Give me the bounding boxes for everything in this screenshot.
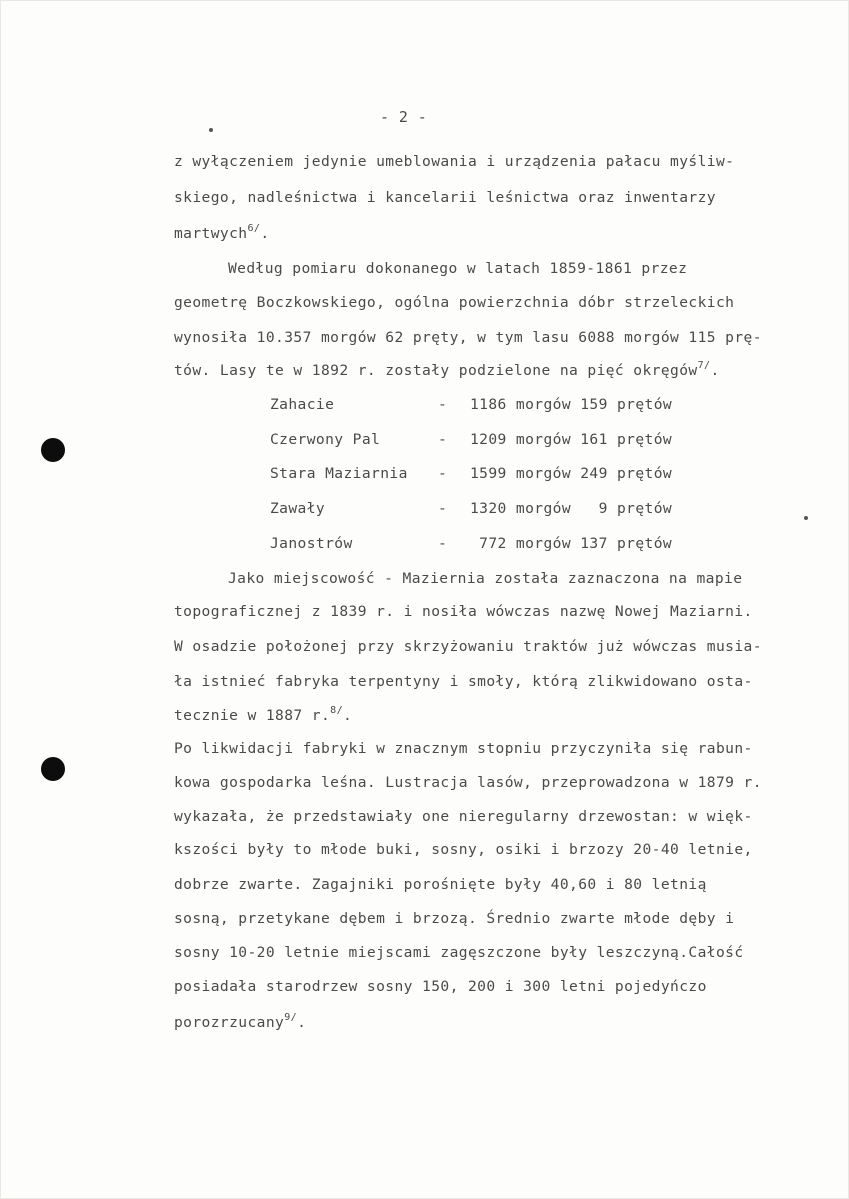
text-line: z wyłączeniem jedynie umeblowania i urządzenia pałacu myśliw-	[174, 153, 735, 170]
period: .	[343, 706, 353, 724]
text-line: topograficznej z 1839 r. i nosiła wówczas nazwę Nowej Maziarni.	[174, 603, 753, 620]
dash: -	[438, 396, 448, 413]
text-line: posiadała starodrzew sosny 150, 200 i 300 letni pojedyńczo	[174, 978, 707, 995]
text-line: Jako miejscowość - Maziernia została zaznaczona na mapie	[228, 570, 743, 587]
page-number: - 2 -	[380, 108, 428, 126]
district-area: 1599 morgów 249 prętów	[470, 465, 673, 482]
text-fragment: tów. Lasy te w 1892 r. zostały podzielone na pięć okręgów	[174, 361, 698, 379]
text-line: kszości były to młode buki, sosny, osiki i brzozy 20-40 letnie,	[174, 841, 753, 858]
dash: -	[438, 500, 448, 517]
text-line: wykazała, że przedstawiały one nieregularny drzewostan: w więk-	[174, 808, 753, 825]
text-line: sosną, przetykane dębem i brzozą. Średnio zwarte młode dęby i	[174, 910, 735, 927]
speck	[209, 128, 213, 132]
text-line: skiego, nadleśnictwa i kancelarii leśnictwa oraz inwentarzy	[174, 189, 716, 206]
text-fragment: porozrzucany	[174, 1013, 285, 1031]
text-line: kowa gospodarka leśna. Lustracja lasów, przeprowadzona w 1879 r.	[174, 774, 762, 791]
text-line: W osadzie położonej przy skrzyżowaniu traktów już wówczas musia-	[174, 638, 762, 655]
district-area: 772 morgów 137 prętów	[470, 535, 673, 552]
text-fragment: tecznie w 1887 r.	[174, 706, 331, 724]
district-area: 1186 morgów 159 prętów	[470, 396, 673, 413]
punch-hole-top	[41, 438, 65, 462]
text-line-with-footnote	[174, 224, 270, 242]
district-name: Czerwony Pal	[270, 431, 381, 448]
district-name: Zahacie	[270, 396, 335, 413]
dash: -	[438, 465, 448, 482]
district-name: Janostrów	[270, 535, 353, 552]
punch-hole-bottom	[41, 757, 65, 781]
period: .	[260, 224, 270, 242]
text-line: wynosiła 10.357 morgów 62 pręty, w tym lasu 6088 morgów 115 prę-	[174, 329, 762, 346]
district-area: 1209 morgów 161 prętów	[470, 431, 673, 448]
district-name: Stara Maziarnia	[270, 465, 408, 482]
footnote-ref-8: 8/	[330, 705, 344, 716]
footnote-ref-9: 9/	[284, 1012, 298, 1023]
footnote-ref-7: 7/	[697, 360, 711, 371]
text-line: ła istnieć fabryka terpentyny i smoły, którą zlikwidowano osta-	[174, 673, 753, 690]
text-line: sosny 10-20 letnie miejscami zagęszczone były leszczyną.Całość	[174, 944, 744, 961]
district-name: Zawały	[270, 500, 326, 517]
dash: -	[438, 535, 448, 552]
district-area: 1320 morgów 9 prętów	[470, 500, 673, 517]
period: .	[710, 361, 720, 379]
text-line: geometrę Boczkowskiego, ogólna powierzchnia dóbr strzeleckich	[174, 294, 735, 311]
dash: -	[438, 431, 448, 448]
text-line: Według pomiaru dokonanego w latach 1859-1861 przez	[228, 260, 688, 277]
footnote-ref-6: 6/	[247, 223, 261, 234]
text-line-with-footnote	[174, 1013, 306, 1031]
text-line-with-footnote	[174, 706, 352, 724]
text-line: Po likwidacji fabryki w znacznym stopniu przyczyniła się rabun-	[174, 740, 753, 757]
text-line-with-footnote	[174, 361, 720, 379]
text-line: dobrze zwarte. Zagajniki porośnięte były 40,60 i 80 letnią	[174, 876, 707, 893]
speck	[804, 516, 808, 520]
text-fragment: martwych	[174, 224, 248, 242]
period: .	[297, 1013, 307, 1031]
